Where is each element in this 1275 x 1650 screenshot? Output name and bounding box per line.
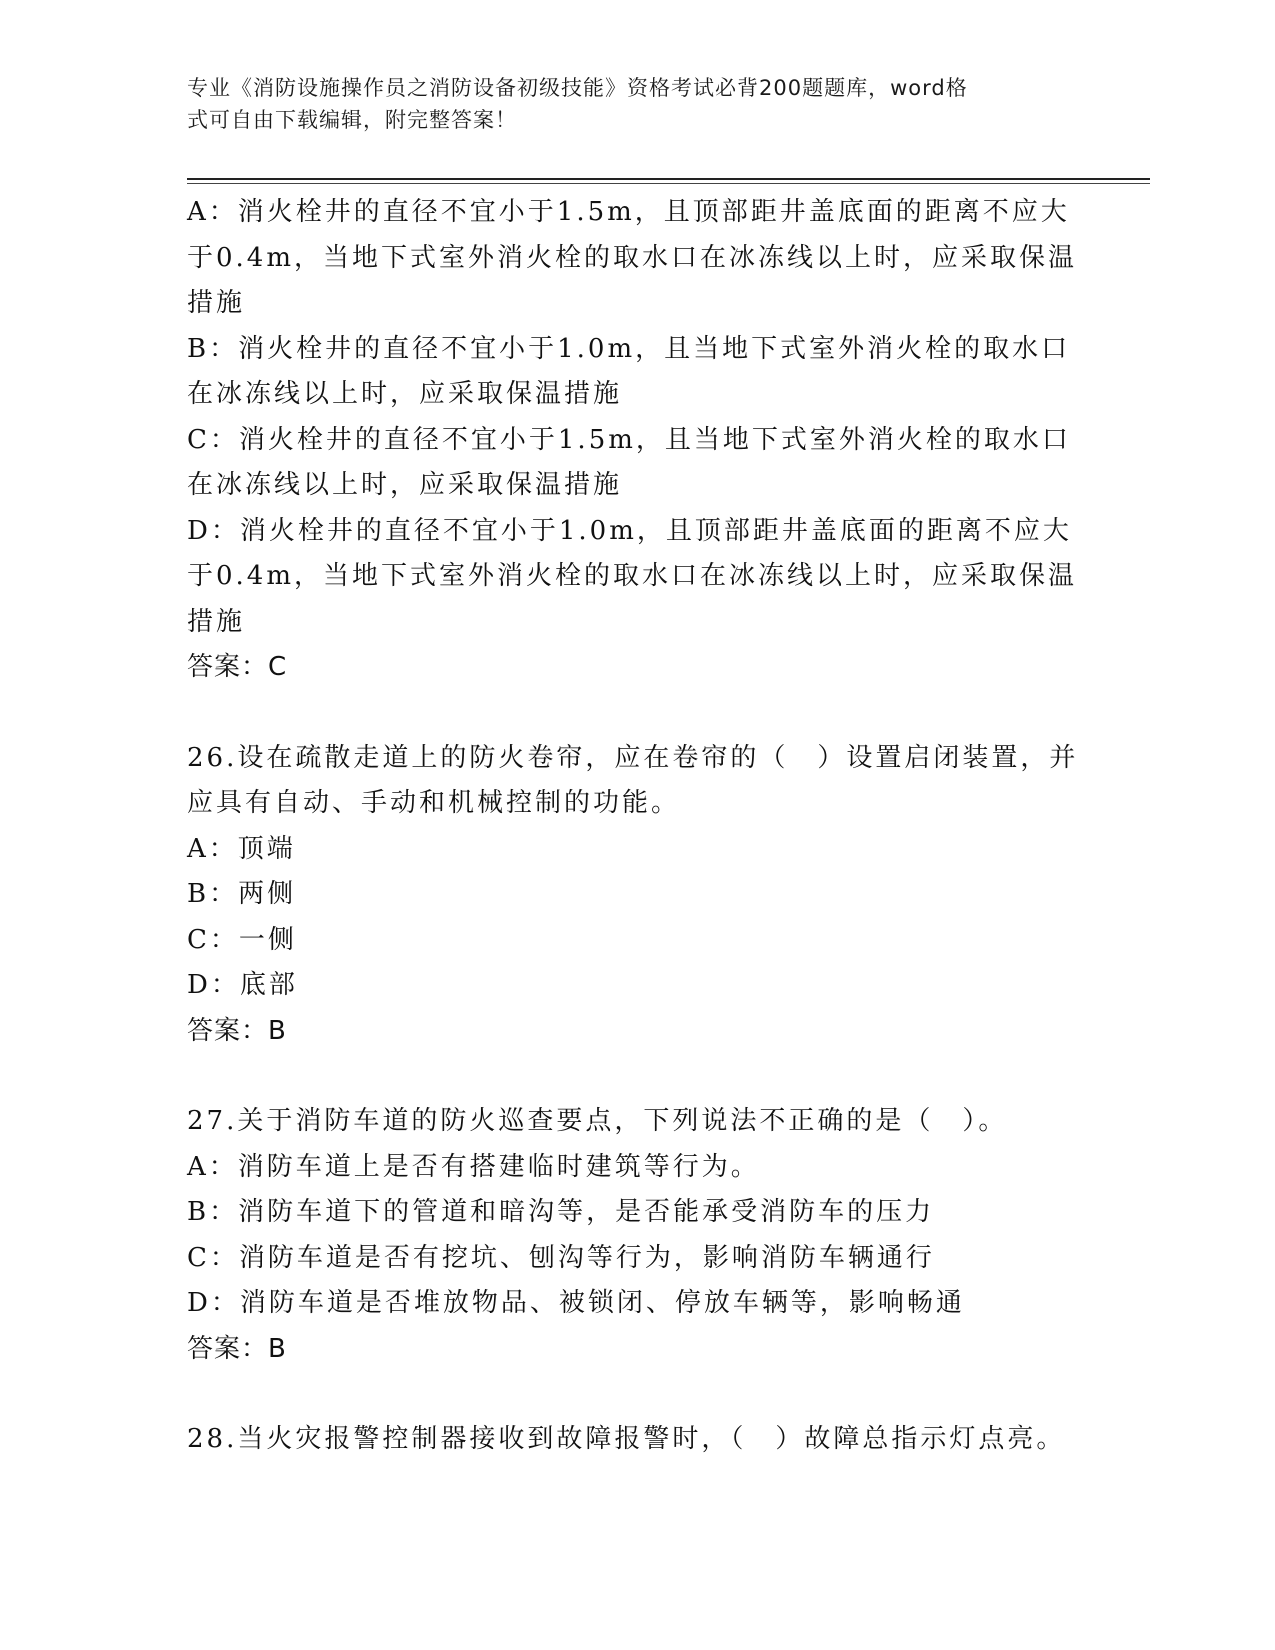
q25-option-c: C：消火栓井的直径不宜小于1.5m，且当地下式室外消火栓的取水口在冰冻线以上时，应采取保温措施 [187, 424, 1071, 500]
q27-option-d: D：消防车道是否堆放物品、被锁闭、停放车辆等，影响畅通 [187, 1288, 965, 1318]
q27-option-b: B：消防车道下的管道和暗沟等，是否能承受消防车的压力 [187, 1197, 935, 1227]
q26-option-a: A：顶端 [187, 833, 296, 864]
q27-option-a: A：消防车道上是否有搭建临时建筑等行为。 [187, 1151, 760, 1182]
header-title-line-2: 式可自由下载编辑，附完整答案！ [187, 108, 517, 132]
header-title-line-1: 专业《消防设施操作员之消防设备初级技能》资格考试必背200题题库，word格 [187, 76, 968, 100]
q27-answer: 答案：B [187, 1333, 287, 1364]
question-25 [187, 190, 1087, 691]
header-divider-thin [187, 183, 1150, 184]
q26-option-d: D：底部 [187, 970, 298, 1000]
q28-question-text: 28.当火灾报警控制器接收到故障报警时，（ ）故障总指示灯点亮。 [187, 1424, 1066, 1454]
q25-option-a: A：消火栓井的直径不宜小于1.5m，且顶部距井盖底面的距离不应大于0.4m，当地下式室外消火栓的取水口在冰冻线以上时，应采取保温措施 [187, 197, 1078, 318]
question-26 [187, 736, 1087, 1055]
question-list [187, 190, 1087, 1463]
question-27 [187, 1099, 1087, 1372]
q25-answer: 答案：C [187, 652, 288, 682]
header-divider-thick [187, 178, 1150, 180]
q27-question-text: 27.关于消防车道的防火巡查要点，下列说法不正确的是（ ）。 [187, 1106, 1008, 1136]
document-header [187, 72, 1067, 136]
q25-option-b: B：消火栓井的直径不宜小于1.0m，且当地下式室外消火栓的取水口在冰冻线以上时，应采取保温措施 [187, 333, 1071, 409]
q26-option-b: B：两侧 [187, 879, 297, 909]
question-28 [187, 1417, 1087, 1463]
q26-option-c: C：一侧 [187, 924, 297, 955]
q26-answer: 答案：B [187, 1015, 287, 1046]
q25-option-d: D：消火栓井的直径不宜小于1.0m，且顶部距井盖底面的距离不应大于0.4m，当地下式室外消火栓的取水口在冰冻线以上时，应采取保温措施 [187, 515, 1078, 637]
q26-question-text: 26.设在疏散走道上的防火卷帘，应在卷帘的（ ）设置启闭装置，并应具有自动、手动和机械控制的功能。 [187, 742, 1079, 818]
q27-option-c: C：消防车道是否有挖坑、刨沟等行为，影响消防车辆通行 [187, 1242, 935, 1273]
